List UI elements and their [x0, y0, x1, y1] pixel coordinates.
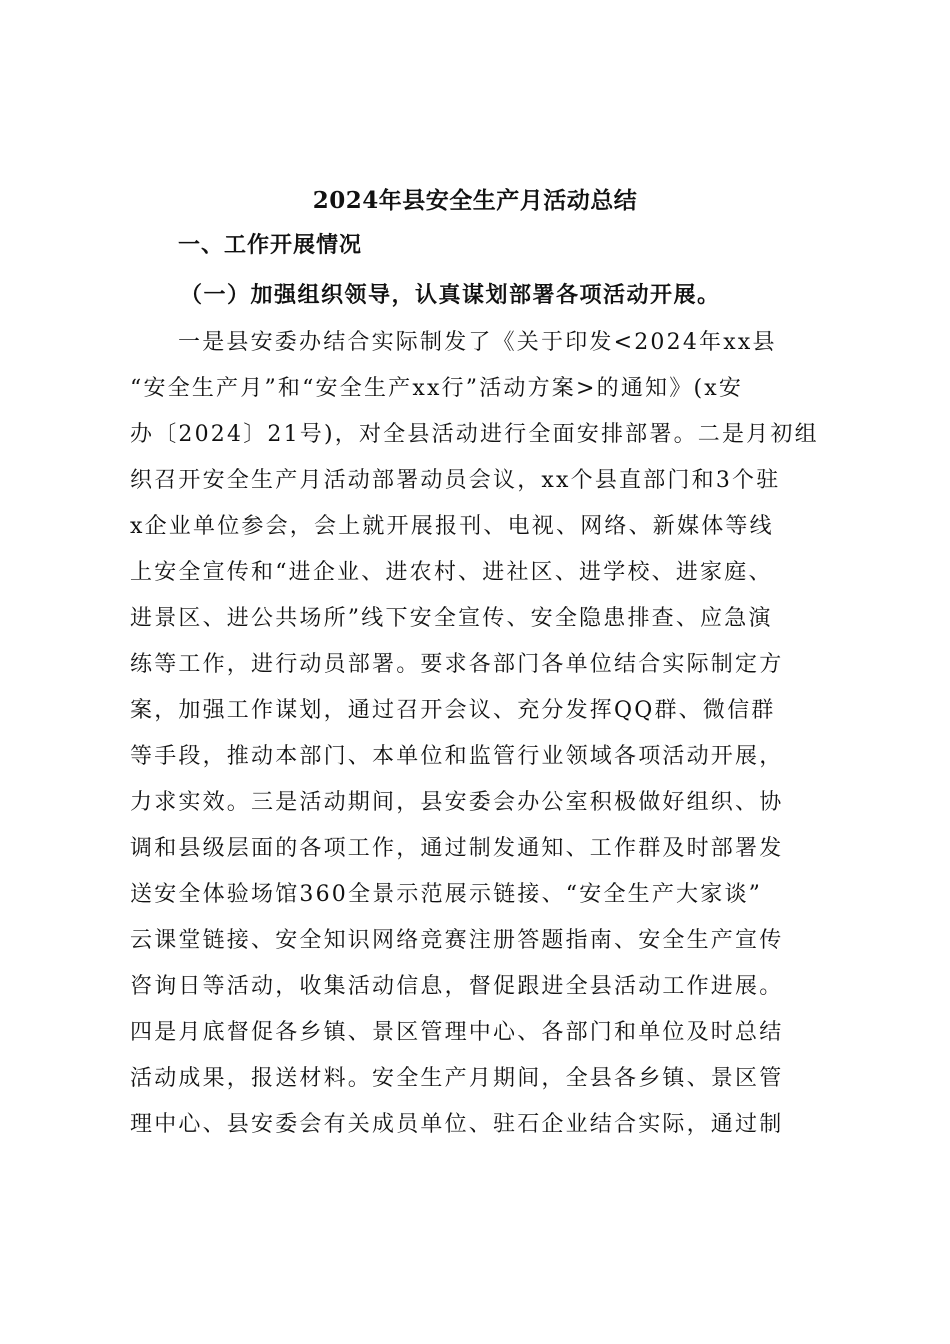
body-line: 织召开安全生产月活动部署动员会议，xx个县直部门和3个驻 [130, 468, 781, 493]
body-line: x企业单位参会，会上就开展报刊、电视、网络、新媒体等线 [130, 514, 774, 539]
body-line: 上安全宣传和“进企业、进农村、进社区、进学校、进家庭、 [130, 560, 773, 585]
body-line: 等手段，推动本部门、本单位和监管行业领域各项活动开展， [130, 744, 784, 769]
body-line: 练等工作，进行动员部署。要求各部门各单位结合实际制定方 [130, 652, 784, 677]
body-line: 案，加强工作谋划，通过召开会议、充分发挥QQ群、微信群 [130, 698, 776, 723]
subsection-heading: （一）加强组织领导，认真谋划部署各项活动开展。 [180, 282, 721, 308]
body-line: 进景区、进公共场所”线下安全宣传、安全隐患排查、应急演 [130, 606, 773, 631]
body-line: “安全生产月”和“安全生产xx行”活动方案>的通知》(x安 [130, 376, 744, 401]
body-line: 四是月底督促各乡镇、景区管理中心、各部门和单位及时总结 [130, 1020, 784, 1045]
body-line: 送安全体验场馆360全景示范展示链接、“安全生产大家谈” [130, 882, 763, 907]
body-line: 咨询日等活动，收集活动信息，督促跟进全县活动工作进展。 [130, 974, 784, 999]
body-line: 活动成果，报送材料。安全生产月期间，全县各乡镇、景区管 [130, 1066, 784, 1091]
body-line: 一是县安委办结合实际制发了《关于印发<2024年xx县 [178, 330, 777, 355]
body-line: 力求实效。三是活动期间，县安委会办公室积极做好组织、协 [130, 790, 784, 815]
body-line: 云课堂链接、安全知识网络竞赛注册答题指南、安全生产宣传 [130, 928, 784, 953]
document-title: 2024年县安全生产月活动总结 [312, 187, 638, 214]
body-line: 办〔2024〕21号)，对全县活动进行全面安排部署。二是月初组 [130, 422, 819, 447]
section-heading: 一、工作开展情况 [178, 233, 363, 258]
body-line: 调和县级层面的各项工作，通过制发通知、工作群及时部署发 [130, 836, 784, 861]
body-line: 理中心、县安委会有关成员单位、驻石企业结合实际，通过制 [130, 1112, 784, 1137]
